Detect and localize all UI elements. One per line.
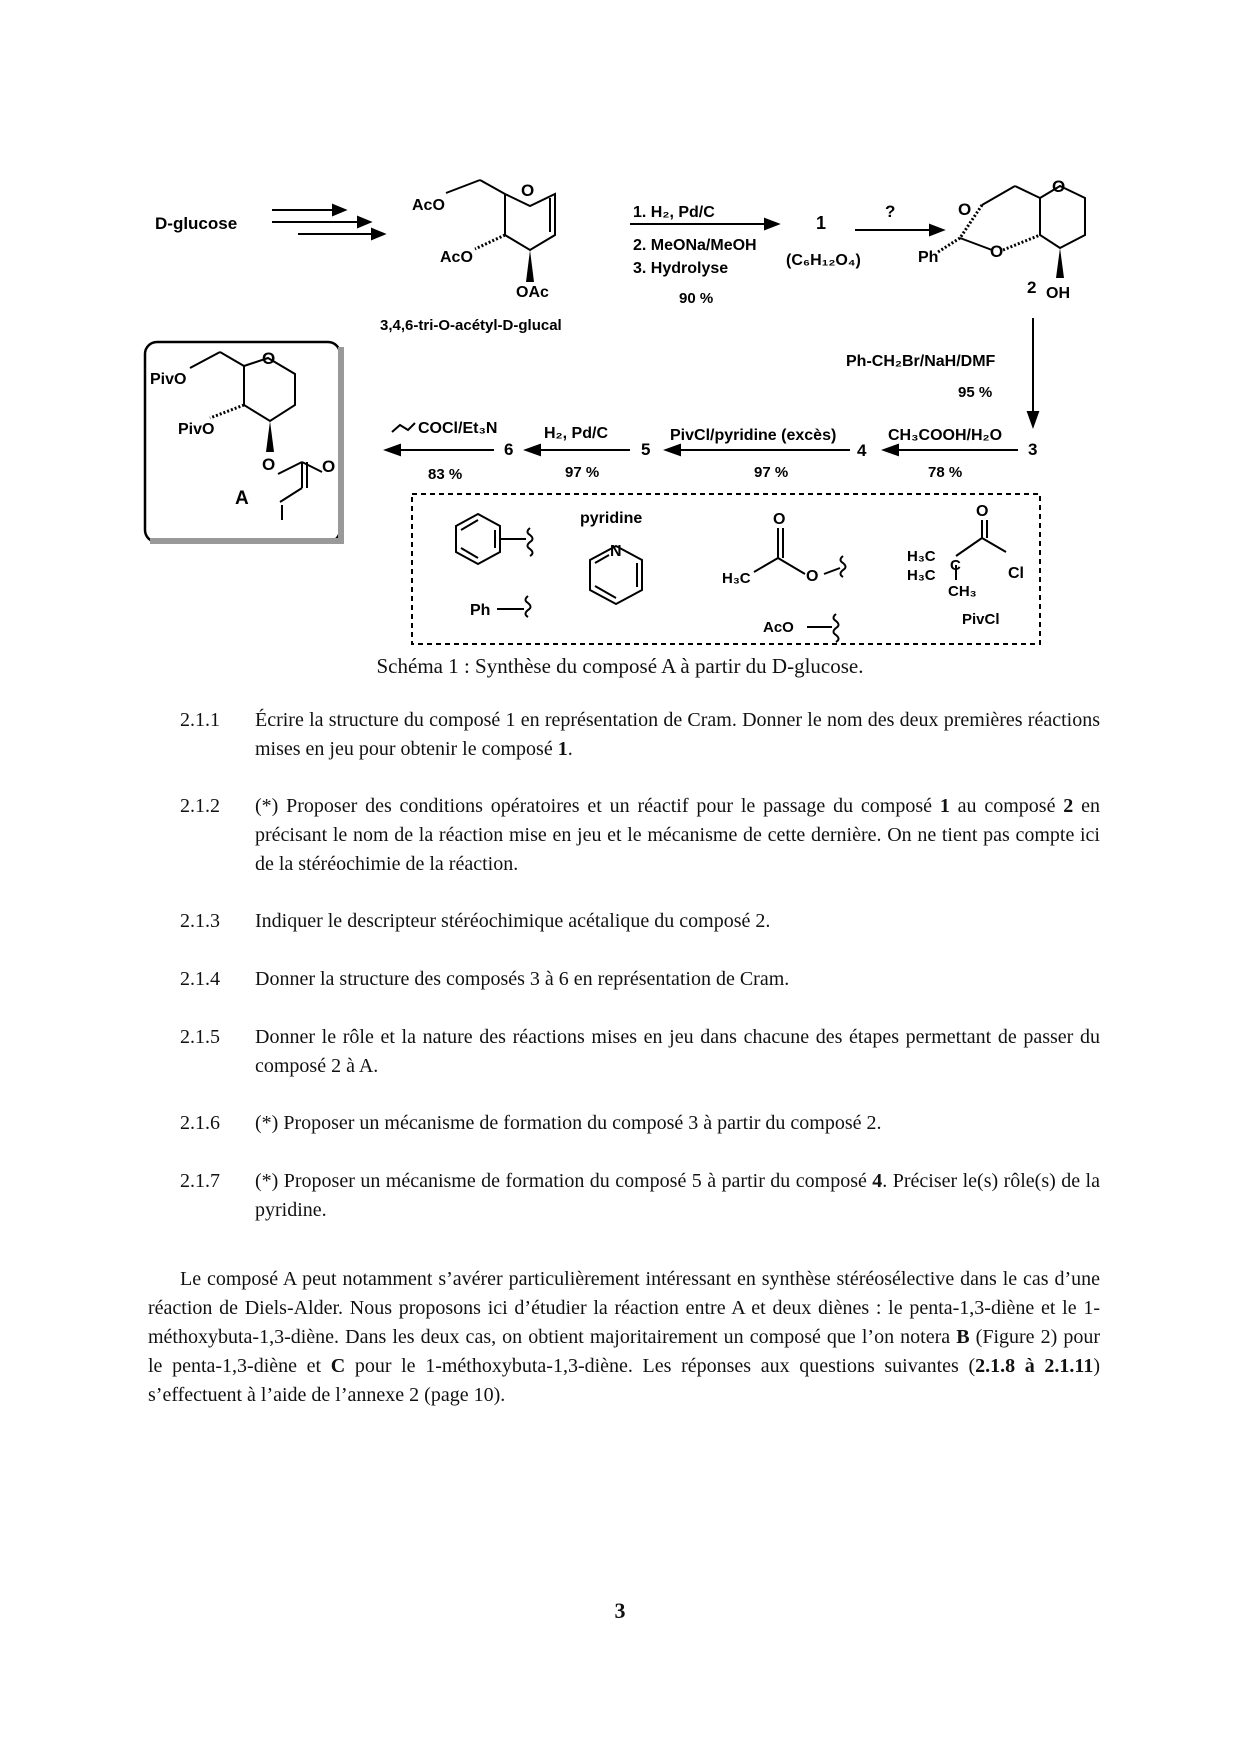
question-number: 2.1.6 bbox=[180, 1112, 220, 1134]
phenyl-structure bbox=[456, 514, 533, 564]
legend-pivcl-cl: Cl bbox=[1008, 565, 1024, 582]
compound-2-label: 2 bbox=[1027, 278, 1037, 297]
pivcl-structure bbox=[956, 520, 1006, 580]
glucal-structure bbox=[446, 180, 555, 282]
multi-step-arrows bbox=[272, 205, 384, 239]
compound-2-ph: Ph bbox=[918, 249, 939, 266]
question-number: 2.1.7 bbox=[180, 1170, 220, 1192]
step1-cond-2: 2. MeONa/MeOH bbox=[633, 237, 757, 254]
step5-yield: 97 % bbox=[754, 464, 789, 481]
compound-4-label: 4 bbox=[857, 441, 867, 460]
question-2-1-6: 2.1.6 (*) Proposer un mécanisme de formation du composé 3 à partir du composé 2. bbox=[180, 1109, 1100, 1138]
question-2-1-7: 2.1.7 (*) Proposer un mécanisme de formation du composé 5 à partir du composé 4. Préciser le(s) rôle(s) de la pyridine. bbox=[180, 1167, 1100, 1225]
step3-yield: 95 % bbox=[958, 384, 993, 401]
question-number: 2.1.3 bbox=[180, 910, 220, 932]
legend-pyridine-name: pyridine bbox=[580, 510, 643, 527]
legend-pivcl-h3c-1: H₃C bbox=[907, 548, 936, 565]
step6-cond: H₂, Pd/C bbox=[544, 425, 608, 442]
step2-cond: ? bbox=[885, 202, 896, 221]
legend-pivcl-ch3: CH₃ bbox=[948, 583, 977, 600]
diels-alder-paragraph: Le composé A peut notamment s’avérer particulièrement intéressant en synthèse stéréosélective dans le cas d’une réaction de Diels-Alder. Nous proposons ici d’étudier la réaction entre A et deux diènes : le penta-1,3-diène et le 1-méthoxybuta-1,3-diène. Dans les deux cas, on obtient majoritairement un composé que l’on notera B (Figure 2) pour le penta-1,3-diène et C pour le 1-méthoxybuta-1,3-diène. Les réponses aux questions suivantes (2.1.8 à 2.1.11) s’effectuent à l’aide de l’annexe 2 (page 10). bbox=[148, 1268, 1101, 1406]
legend-acetyl-o: O bbox=[806, 568, 819, 585]
compound-2-ring-o: O bbox=[1052, 177, 1066, 196]
step1-cond-1: 1. H₂, Pd/C bbox=[633, 204, 715, 221]
compound-a-pivo-mid: PivO bbox=[178, 421, 215, 438]
glucal-ring-o: O bbox=[521, 181, 535, 200]
legend-ph: Ph bbox=[470, 602, 491, 619]
compound-a-ester-o: O bbox=[262, 455, 276, 474]
step6-yield: 97 % bbox=[565, 464, 600, 481]
compound-1-formula: (C₆H₁₂O₄) bbox=[786, 252, 861, 269]
compound-2-oh: OH bbox=[1046, 285, 1070, 302]
legend-box bbox=[412, 494, 1040, 644]
compound-6-label: 6 bbox=[504, 440, 514, 459]
compound-a-pivo-top: PivO bbox=[150, 371, 187, 388]
compound-a-ring-o: O bbox=[262, 349, 276, 368]
question-2-1-3: 2.1.3 Indiquer le descripteur stéréochimique acétalique du composé 2. bbox=[180, 907, 1100, 936]
question-number: 2.1.2 bbox=[180, 795, 220, 817]
legend-pivcl-h3c-2: H₃C bbox=[907, 567, 936, 584]
legend-pivcl-o: O bbox=[976, 503, 989, 520]
step1-cond-3: 3. Hydrolyse bbox=[633, 260, 729, 277]
legend-acetyl-h3c: H₃C bbox=[722, 570, 751, 587]
step4-yield: 78 % bbox=[928, 464, 963, 481]
start-compound-label: D-glucose bbox=[155, 214, 238, 233]
legend-acetyl-o-top: O bbox=[773, 511, 786, 528]
glucal-aco-mid: AcO bbox=[440, 249, 473, 266]
step5-cond: PivCl/pyridine (excès) bbox=[670, 427, 837, 444]
question-number: 2.1.1 bbox=[180, 709, 220, 731]
compound-2-o-left: O bbox=[958, 200, 972, 219]
question-2-1-1: 2.1.1 Écrire la structure du composé 1 en représentation de Cram. Donner le nom des deux premières réactions mises en jeu pour obtenir le composé 1. bbox=[180, 706, 1100, 764]
legend-aco: AcO bbox=[763, 619, 794, 636]
question-2-1-5: 2.1.5 Donner le rôle et la nature des réactions mises en jeu dans chacune des étapes permettant de passer du composé 2 à A. bbox=[180, 1023, 1100, 1081]
question-2-1-2: 2.1.2 (*) Proposer des conditions opératoires et un réactif pour le passage du composé 1 au composé 2 en précisant le nom de la réaction mise en jeu et le mécanisme de cette dernière. On ne tient pas compte ici de la stéréochimie de la réaction. bbox=[180, 792, 1100, 879]
question-number: 2.1.4 bbox=[180, 968, 220, 990]
legend-pyridine-n: N bbox=[610, 543, 622, 560]
acryloyl-sketch bbox=[392, 423, 415, 432]
step3-cond: Ph-CH₂Br/NaH/DMF bbox=[846, 353, 996, 370]
glucal-aco-top: AcO bbox=[412, 197, 445, 214]
step4-cond: CH₃COOH/H₂O bbox=[888, 427, 1003, 444]
compound-a-carbonyl-o: O bbox=[322, 457, 336, 476]
compound-a-label: A bbox=[235, 488, 249, 509]
scheme-caption: Schéma 1 : Synthèse du composé A à partir du D-glucose. bbox=[376, 654, 864, 678]
step1-yield: 90 % bbox=[679, 290, 714, 307]
step7-yield: 83 % bbox=[428, 466, 463, 483]
question-number: 2.1.5 bbox=[180, 1026, 220, 1048]
question-2-1-4: 2.1.4 Donner la structure des composés 3 à 6 en représentation de Cram. bbox=[180, 965, 1100, 994]
step7-cond: COCl/Et₃N bbox=[418, 420, 498, 437]
legend-pivcl-c: C bbox=[950, 557, 961, 574]
compound-2-o-right: O bbox=[990, 242, 1004, 261]
compound-5-label: 5 bbox=[641, 440, 651, 459]
legend-pivcl-name: PivCl bbox=[962, 611, 1000, 628]
compound-3-label: 3 bbox=[1028, 440, 1038, 459]
glucal-name: 3,4,6-tri-O-acétyl-D-glucal bbox=[380, 317, 562, 334]
page-number: 3 bbox=[614, 1598, 626, 1623]
glucal-oac: OAc bbox=[516, 284, 549, 301]
compound-1-label: 1 bbox=[816, 213, 827, 233]
synthesis-scheme bbox=[0, 0, 1240, 660]
